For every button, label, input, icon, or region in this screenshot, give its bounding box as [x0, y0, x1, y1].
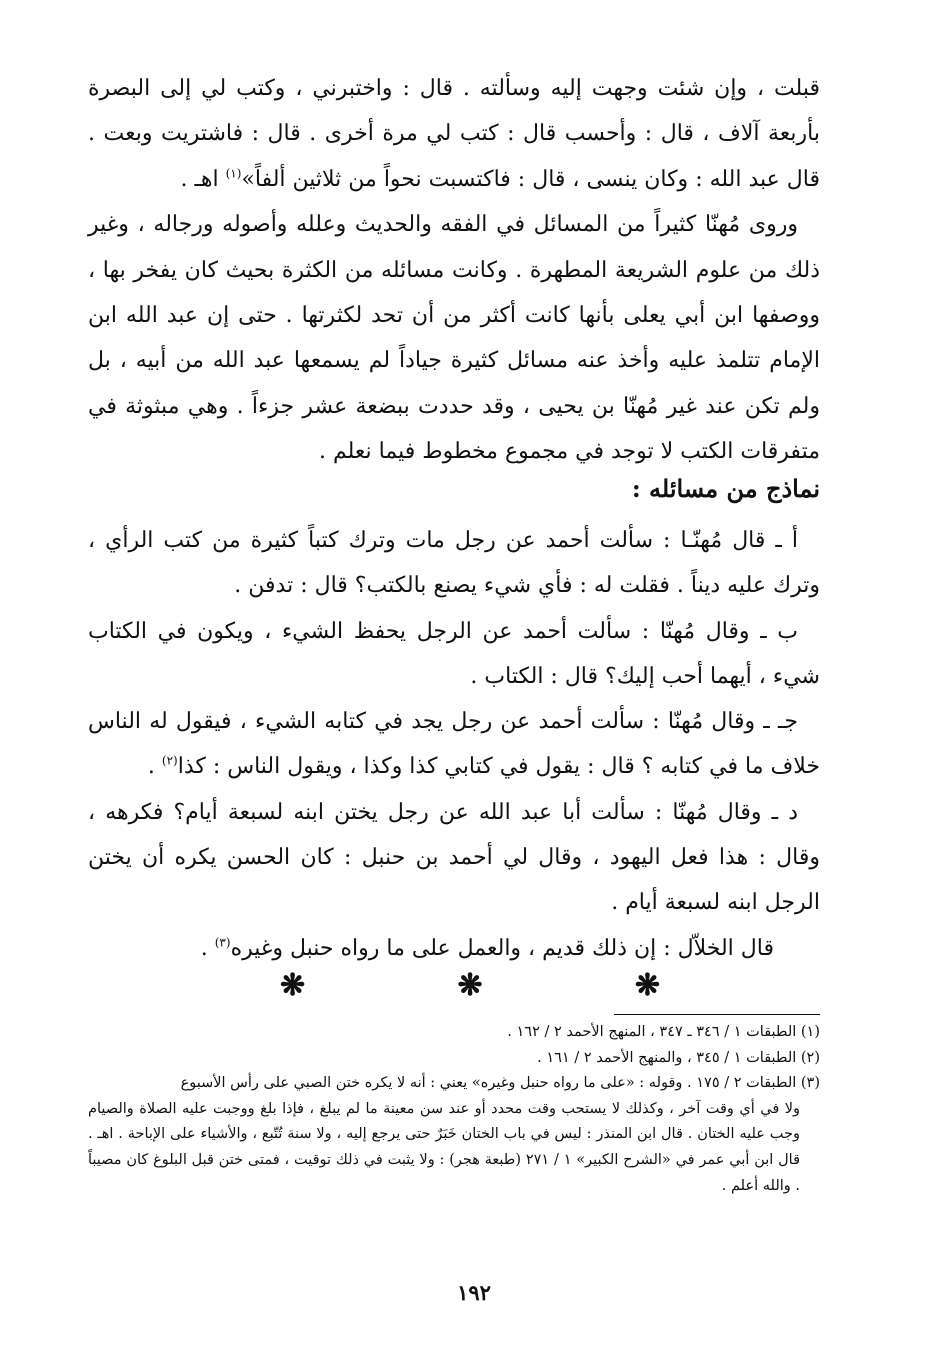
issue-jim-end: .: [147, 754, 162, 780]
intro-line-3-end: اهـ .: [180, 166, 226, 192]
footnote-ref-3: (٣): [214, 935, 231, 950]
footnote-ref-1: (١): [225, 166, 242, 181]
separator-star-icon: ❋: [634, 968, 660, 1003]
separator-star-icon: ❋: [457, 968, 483, 1003]
intro-line-3: وكان ينسى ، قال : فاكتسبت نحواً من ثلاثين ألفاً»: [241, 166, 689, 192]
section-separator: [280, 968, 660, 1004]
khallal-end: .: [200, 935, 215, 961]
page-number: ١٩٢: [457, 1280, 491, 1305]
footnote-1: (١) الطبقات ١ / ٣٤٦ ـ ٣٤٧ ، المنهج الأحمد ٢ / ١٦٢ .: [507, 1024, 820, 1040]
footnote-2: (٢) الطبقات ١ / ٣٤٥ ، والمنهج الأحمد ٢ / ١٦١ .: [537, 1049, 820, 1066]
issues-list: [88, 518, 820, 971]
footnote-3-continued: ولا في أي وقت آخر ، وكذلك لا يستحب وقت محدد أو عند سن معينة ما لم يبلغ ، فإذا بلغ ووجبت عليه الصلاة والصيام وجب عليه الختان . قال ابن المنذر : ليس في باب الختان خَبَرٌ حتى يرجع إليه ، ولا سنة تُتّبع ، والأشياء على الإباحة . اهـ . قال ابن أبي عمر في «الشرح الكبير» ١ / ٢٧١ (طبعة هجر) : ولا يثبت في ذلك توقيت ، فمتى ختن قبل البلوغ كان مصيباً . والله أعلم .: [88, 1100, 800, 1194]
footnotes: [88, 1020, 820, 1199]
main-text: [88, 66, 820, 475]
issue-ba: ب ـ وقال مُهنّا : سألت أحمد عن الرجل يحفظ الشيء ، ويكون في الكتاب شيء ، أيهما أحب إليك؟ قال : الكتاب .: [88, 618, 820, 689]
intro-line-1: قبلت ، وإن شئت وجهت إليه وسألته . قال : واختبرني ، وكتب لي إلى البصرة بأربعة: [88, 76, 820, 147]
issue-dal: د ـ وقال مُهنّا : سألت أبا عبد الله عن رجل يختن ابنه لسبعة أيام؟ فكرهه ، وقال : هذا فعل اليهود ، وقال لي أحمد بن حنبل : كان الحسن يكره أن يختن الرجل ابنه لسبعة أيام .: [88, 799, 820, 916]
issue-jim-text: جـ ـ وقال مُهنّا : سألت أحمد عن رجل يجد في كتابه الشيء ، فيقول له الناس خلاف ما في كتابه ؟ قال : يقول في كتابي كذا وكذا ، ويقول الناس : كذا: [88, 709, 820, 780]
footnote-ref-2: (٢): [161, 754, 178, 769]
khallal-text: قال الخلاّل : إن ذلك قديم ، والعمل على ما رواه حنبل وغيره: [230, 935, 774, 961]
separator-star-icon: ❋: [280, 968, 306, 1003]
section-heading: نماذج من مسائله :: [631, 474, 820, 503]
issue-alef: أ ـ قال مُهنّـا : سألت أحمد عن رجل مات وترك كتباً كثيرة من كتب الرأي ، وترك عليه ديناً . فقلت له : فأي شيء يصنع بالكتب؟ قال : تدفن .: [88, 528, 820, 599]
footnote-3: (٣) الطبقات ٢ / ١٧٥ . وقوله : «على ما رواه حنبل وغيره» يعني : أنه لا يكره ختن الصبي على رأس الأسبوع: [180, 1075, 820, 1092]
intro-line-2: آلاف ، قال : وأحسب قال : كتب لي مرة أخرى . قال : فاشتريت وبعت . قال عبد الله :: [88, 121, 820, 192]
footnote-rule: [614, 1014, 820, 1015]
intro-paragraph: [88, 66, 820, 202]
khallal-note: [88, 926, 820, 971]
paragraph-2: وروى مُهنّا كثيراً من المسائل في الفقه والحديث وعلله وأصوله ورجاله ، وغير ذلك من علوم الشريعة المطهرة . وكانت مسائله من الكثرة بحيث كان يفخر بها ، ووصفها ابن أبي يعلى بأنها كانت أكثر من أن تحد لكثرتها . حتى إن عبد الله ابن الإمام تتلمذ عليه وأخذ عنه مسائل كثيرة جياداً لم يسمعها عبد الله من أبيه ، بل ولم تكن عند غير مُهنّا بن يحيى ، وقد حددت ببضعة عشر جزءاً . وهي مبثوثة في متفرقات الكتب لا توجد في مجموع مخطوط فيما نعلم .: [88, 212, 820, 465]
issue-jim: [88, 699, 820, 790]
